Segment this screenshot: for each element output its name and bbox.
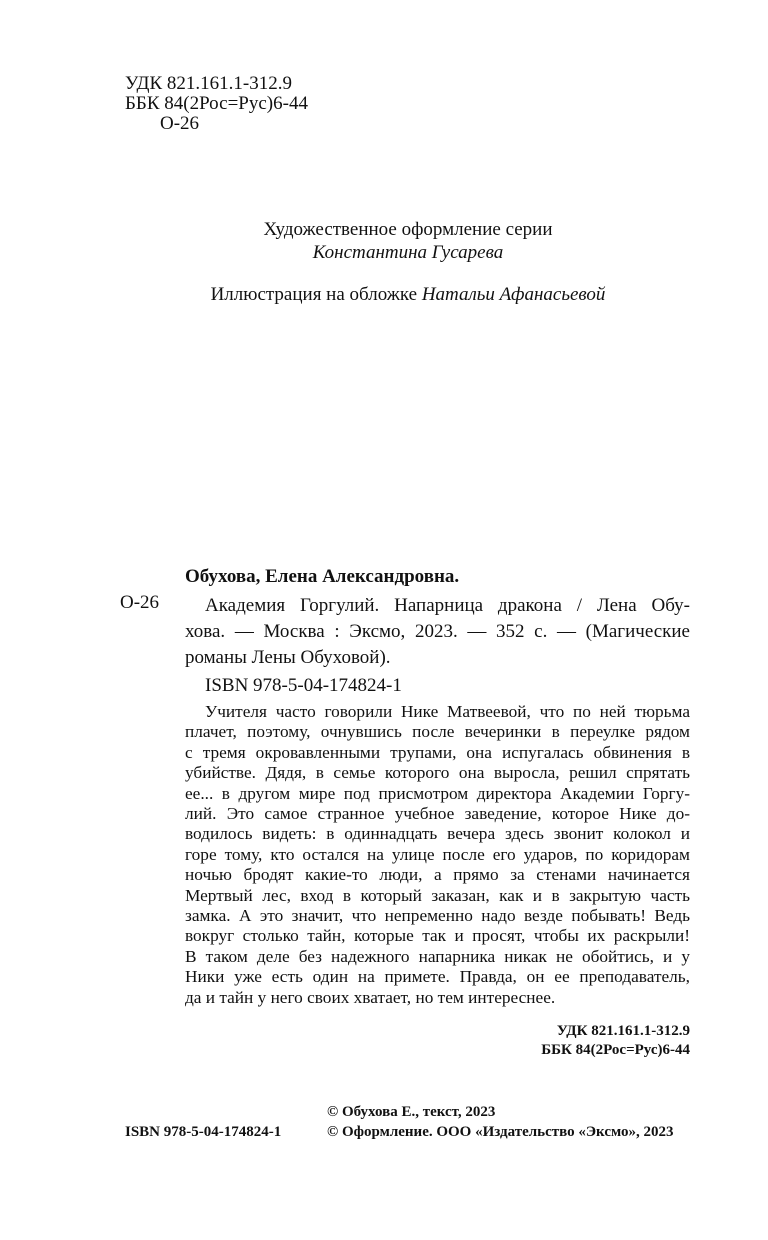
abstract-line: Учителя часто говорили Нике Матвеевой, что по ней тюрьма bbox=[205, 702, 690, 721]
bbk-code: ББК 84(2Рос=Рус)6-44 bbox=[125, 93, 308, 114]
abstract-line: убийстве. Дядя, в семье которого она выросла, решил спрятать bbox=[185, 763, 690, 783]
series-design-label: Художественное оформление серии bbox=[263, 219, 553, 240]
copyright-text: © Обухова Е., текст, 2023 bbox=[327, 1104, 496, 1120]
bbk-code-bottom: ББК 84(2Рос=Рус)6-44 bbox=[541, 1042, 690, 1058]
abstract-line: Ники уже есть один на примете. Правда, он ее преподаватель, bbox=[185, 967, 690, 987]
abstract-line: горе тому, кто остался на улице после его ударов, по коридорам bbox=[185, 844, 690, 864]
bib-line: Академия Горгулий. Напарница дракона / Лена Обу- bbox=[205, 595, 690, 616]
abstract-line: с тремя окровавленными трупами, она испугалась обвинения в bbox=[185, 742, 690, 762]
cover-credit bbox=[0, 285, 768, 305]
abstract-line: Мертвый лес, вход в который заказан, как и в закрытую часть bbox=[185, 885, 690, 905]
series-designer: Константина Гусарева bbox=[312, 242, 504, 263]
abstract-line: да и тайн у него своих хватает, но тем интереснее. bbox=[185, 987, 556, 1007]
isbn: ISBN 978-5-04-174824-1 bbox=[205, 675, 402, 696]
author-heading: Обухова, Елена Александровна. bbox=[185, 566, 460, 587]
udk-code: УДК 821.161.1-312.9 bbox=[125, 73, 292, 94]
footer-isbn: ISBN 978-5-04-174824-1 bbox=[125, 1124, 282, 1140]
abstract-line: водилось видеть: в одиннадцать вечера здесь звонит колокол и bbox=[185, 824, 690, 844]
copyright-design: © Оформление. ООО «Издательство «Эксмо», 2023 bbox=[327, 1124, 674, 1140]
author-mark: О-26 bbox=[160, 113, 200, 134]
bib-line: романы Лены Обуховой). bbox=[185, 647, 391, 668]
abstract-line: лий. Это самое странное учебное заведение, которое Нике до- bbox=[185, 804, 690, 823]
abstract-line: плачет, поэтому, очнувшись после вечеринки в переулке рядом bbox=[185, 722, 690, 742]
abstract-line: вокруг столько тайн, которые так и просят, чтобы их раскрыли! bbox=[185, 926, 690, 946]
bib-line: хова. — Москва : Эксмо, 2023. — 352 с. — (Магические bbox=[185, 621, 690, 642]
abstract-line: В таком деле без надежного напарника никак не обойтись, и у bbox=[185, 946, 690, 966]
author-mark: О-26 bbox=[120, 592, 160, 613]
abstract-line: ночью бродят какие-то люди, а прямо за стенами начинается bbox=[185, 865, 690, 885]
udk-code-bottom: УДК 821.161.1-312.9 bbox=[556, 1023, 690, 1039]
cover-label: Иллюстрация на обложке bbox=[210, 284, 418, 305]
abstract-line: ее... в другом мире под присмотром директора Академии Горгу- bbox=[185, 783, 690, 803]
abstract-line: замка. А это значит, что непременно надо везде побывать! Ведь bbox=[185, 906, 690, 925]
cover-artist: Натальи Афанасьевой bbox=[421, 284, 606, 305]
